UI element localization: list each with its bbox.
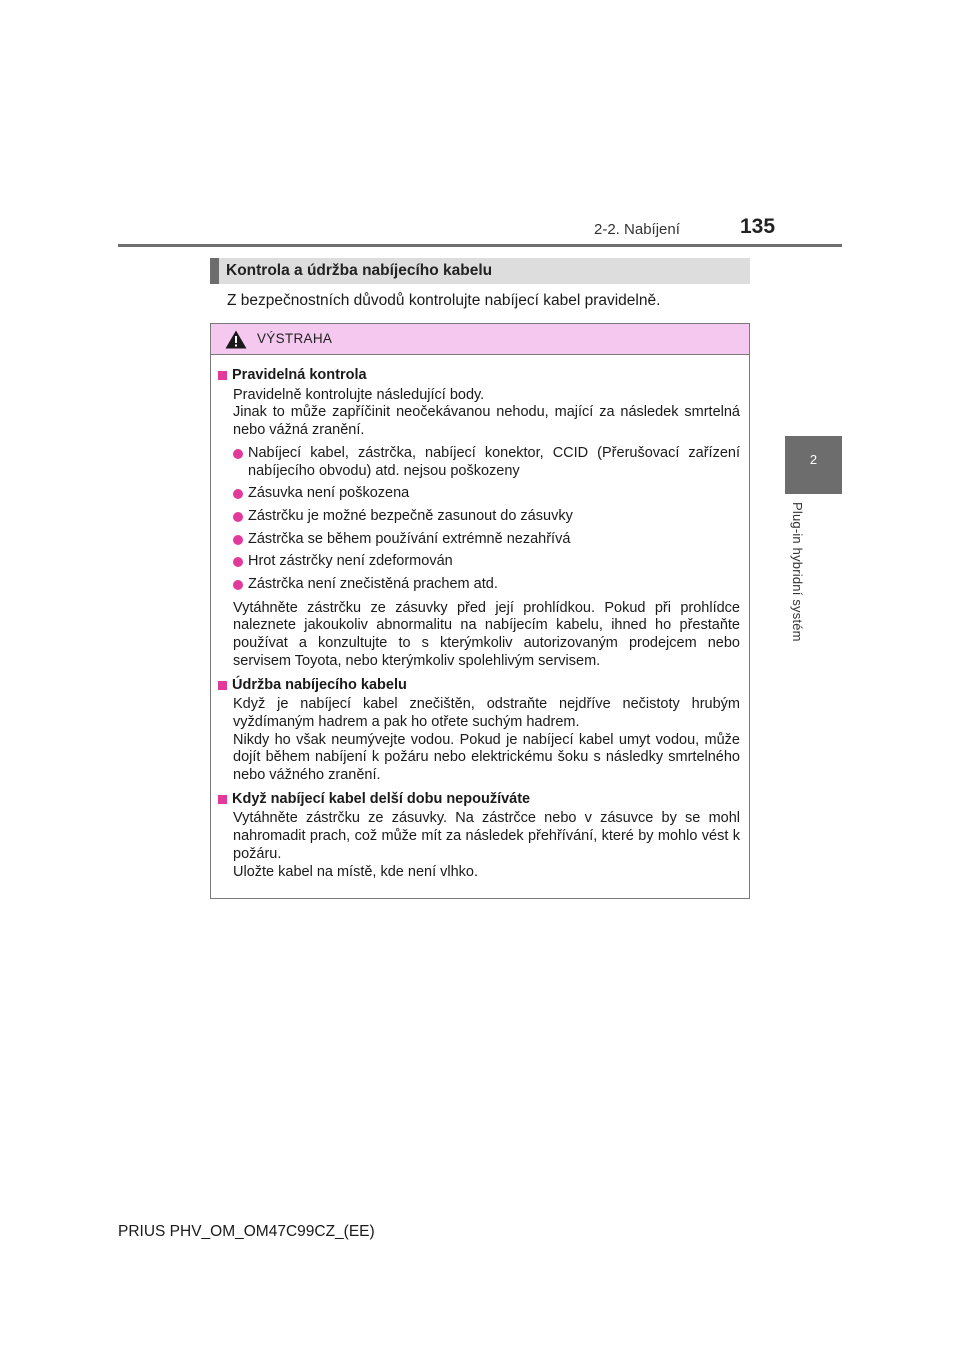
item-paragraph: Když je nabíjecí kabel znečištěn, odstraňte nejdříve nečistoty hrubým vyždímaným hadrem a pak ho otřete suchým hadrem. xyxy=(233,696,740,730)
item-title xyxy=(216,367,740,385)
item-paragraph: Uložte kabel na místě, kde není vlhko. xyxy=(233,863,479,880)
warning-title: VÝSTRAHA xyxy=(257,331,333,346)
header-rule xyxy=(118,244,842,247)
bullet-item xyxy=(216,445,740,480)
bullet-text: Zástrčka se během používání extrémně nezahřívá xyxy=(248,530,571,547)
square-bullet-icon xyxy=(218,795,227,804)
round-bullet-icon xyxy=(233,580,243,590)
item-paragraph: Vytáhněte zástrčku ze zásuvky. Na zástrčce nebo v zásuvce by se mohl nahromadit prach, což může mít za následek přehřívání, které by mohlo vést k požáru. xyxy=(233,810,740,862)
bullet-text: Zásuvka není poškozena xyxy=(248,485,410,502)
round-bullet-icon xyxy=(233,512,243,522)
warning-header xyxy=(211,324,749,355)
item-paragraph: Nikdy ho však neumývejte vodou. Pokud je nabíjecí kabel umyt vodou, může dojít během nabíjení k požáru nebo elektrickému šoku s následky smrtelného nebo vážného zranění. xyxy=(233,731,740,784)
bullet-text: Zástrčka není znečistěná prachem atd. xyxy=(248,576,498,593)
warning-triangle-icon xyxy=(225,330,247,349)
round-bullet-icon xyxy=(233,557,243,567)
item-paragraph: Vytáhněte zástrčku ze zásuvky před její prohlídkou. Pokud při prohlídce naleznete jakoukoliv abnormalitu na nabíjecím kabelu, ihned ho přestaňte používat a konzultujte to s kterýmkoliv autorizovaným prodejcem nebo servisem Toyota, nebo kterýmkoliv spolehlivým servisem. xyxy=(233,599,740,669)
round-bullet-icon xyxy=(233,535,243,545)
square-bullet-icon xyxy=(218,681,227,690)
bullet-text: Hrot zástrčky není zdeformován xyxy=(248,553,453,570)
round-bullet-icon xyxy=(233,449,243,459)
item-title-text: Údržba nabíjecího kabelu xyxy=(232,676,407,693)
header-section-title: 2-2. Nabíjení xyxy=(594,221,680,238)
item-title xyxy=(216,791,740,809)
bullet-item xyxy=(216,531,740,549)
bullet-item xyxy=(216,485,740,503)
chapter-tab-number: 2 xyxy=(809,452,818,467)
section-intro: Z bezpečnostních důvodů kontrolujte nabíjecí kabel pravidelně. xyxy=(227,292,661,309)
item-title xyxy=(216,677,740,695)
chapter-side-label: Plug-in hybridní systém xyxy=(790,502,805,642)
section-heading: Kontrola a údržba nabíjecího kabelu xyxy=(210,258,750,284)
chapter-tab xyxy=(785,436,842,494)
bullet-item xyxy=(216,576,740,594)
square-bullet-icon xyxy=(218,371,227,380)
item-title-text: Když nabíjecí kabel delší dobu nepoužíváte xyxy=(232,790,531,807)
bullet-item xyxy=(216,553,740,571)
item-paragraph: Pravidelně kontrolujte následující body. xyxy=(233,386,485,403)
warning-box xyxy=(210,323,750,899)
footer-document-code: PRIUS PHV_OM_OM47C99CZ_(EE) xyxy=(118,1223,375,1240)
bullet-item xyxy=(216,508,740,526)
item-title-text: Pravidelná kontrola xyxy=(232,367,367,383)
bullet-text: Nabíjecí kabel, zástrčka, nabíjecí konektor, CCID (Přerušovací zařízení nabíjecího obvodu) atd. nejsou poškozeny xyxy=(248,444,740,479)
round-bullet-icon xyxy=(233,489,243,499)
bullet-text: Zástrčku je možné bezpečně zasunout do zásuvky xyxy=(248,507,573,524)
item-paragraph: Jinak to může zapříčinit neočekávanou nehodu, mající za následek smrtelná nebo vážná zranění. xyxy=(233,404,740,439)
warning-body xyxy=(211,355,749,881)
page-number: 135 xyxy=(740,215,776,238)
